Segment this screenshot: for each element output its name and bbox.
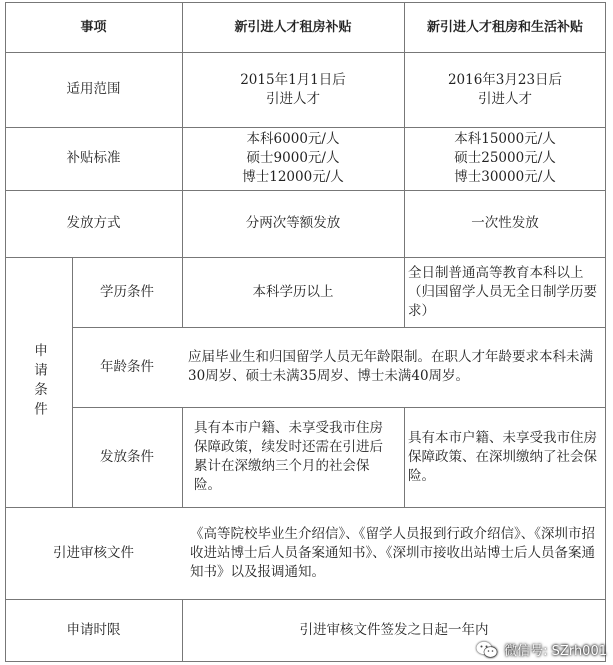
payment-rent-living: 一次性发放 (471, 215, 539, 231)
standard-rent-living-doctor: 博士30000元/人 (454, 169, 556, 185)
header-rent-subsidy: 新引进人才租房补贴 (234, 19, 352, 35)
education-rent-living: 全日制普通高等教育本科以上（归国留学人员无全日制学历要求） (408, 264, 597, 319)
standard-rent-living-bachelor: 本科15000元/人 (454, 131, 556, 147)
scope-rent-living-line-2: 引进人才 (478, 90, 532, 107)
wechat-icon (476, 641, 498, 659)
scope-label: 适用范围 (66, 81, 121, 97)
application-group-label (5, 257, 72, 507)
header-item: 事项 (80, 19, 107, 35)
scope-rent-living-line-1: 2016年3月23日后 (447, 71, 563, 88)
other-condition-label: 发放条件 (100, 448, 154, 465)
education-label: 学历条件 (100, 283, 154, 300)
education-rent: 本科学历以上 (252, 283, 334, 300)
header-rent-living-subsidy: 新引进人才租房和生活补贴 (426, 19, 583, 35)
standard-rent-living (404, 127, 606, 190)
documents-text: 《高等院校毕业生介绍信》、《留学人员报到行政介绍信》、《深圳市招收进站博士后人员备案通知书》、《深圳市接收出站博士后人员备案通知书》以及报调通知。 (190, 525, 595, 580)
standard-rent-living-master: 硕士25000元/人 (454, 150, 556, 166)
documents-label: 引进审核文件 (53, 544, 134, 561)
deadline-text: 引进审核文件签发之日起一年内 (299, 621, 489, 638)
standard-rent-master: 硕士9000元/人 (246, 150, 340, 166)
subsidy-comparison-table (5, 2, 606, 662)
deadline-label: 申请时限 (66, 621, 121, 638)
scope-rent-line-2: 引进人才 (265, 90, 320, 107)
scope-rent-line-1: 2015年1月1日后 (240, 71, 346, 88)
wechat-watermark (476, 640, 607, 659)
standard-rent-doctor: 博士12000元/人 (242, 169, 344, 185)
payment-label: 发放方式 (66, 215, 121, 231)
application-group-text: 申请条件 (31, 343, 47, 421)
watermark-text: 微信号: SZrh001 (504, 644, 607, 659)
standard-rent (182, 127, 404, 190)
age-label: 年龄条件 (100, 358, 154, 375)
payment-rent: 分两次等额发放 (245, 215, 341, 231)
standard-rent-bachelor: 本科6000元/人 (246, 131, 340, 147)
other-condition-rent: 具有本市户籍、未享受我市住房保障政策，续发时还需在引进后累计在深缴纳三个月的社会保险。 (194, 420, 383, 493)
scope-rent-living (404, 52, 606, 127)
standard-label: 补贴标准 (66, 150, 121, 166)
scope-rent (182, 52, 404, 127)
age-text: 应届毕业生和归国留学人员无年龄限制。在职人才年龄要求本科未满30周岁、硕士未满35周岁、博士未满40周岁。 (188, 349, 593, 384)
other-condition-rent-living: 具有本市户籍、未享受我市住房保障政策、在深圳缴纳了社会保险。 (408, 429, 597, 484)
